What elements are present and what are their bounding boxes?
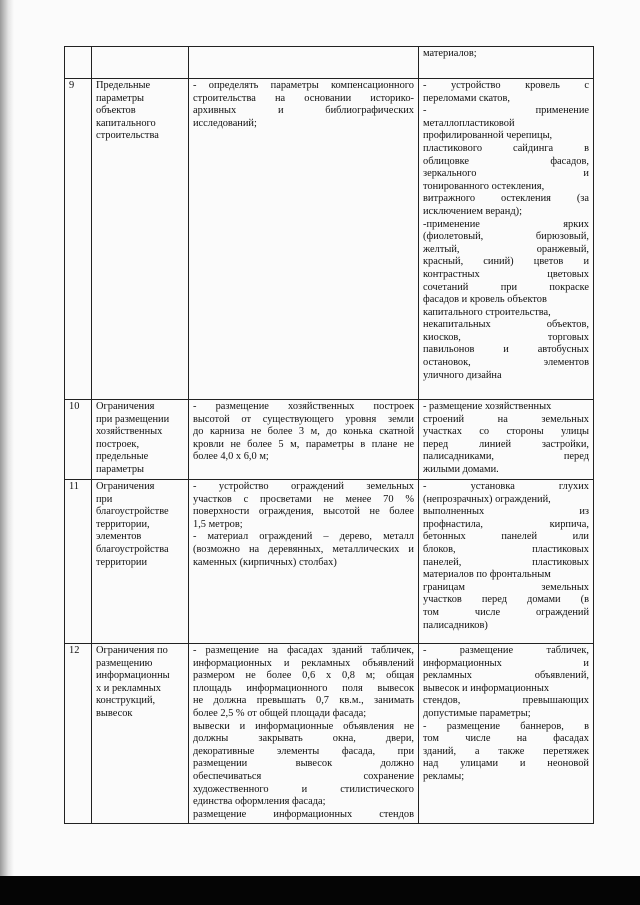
required-parameters-line: исследований;	[193, 117, 257, 129]
prohibitions-line: - размещение баннеров, в	[423, 720, 589, 732]
prohibitions-line: фасадов и кровель объектов	[423, 294, 547, 306]
table-row	[65, 79, 594, 400]
prohibitions-line: павильонов и автобусных	[423, 344, 589, 356]
prohibitions-line: тонированного остекления,	[423, 180, 545, 192]
required-parameters-line: - устройство ограждений земельных	[193, 481, 414, 492]
prohibitions-line: палисадников)	[423, 619, 488, 631]
required-parameters-line: 1,5 метров;	[193, 518, 243, 530]
prohibitions-line: панелей, пластиковых	[423, 556, 589, 568]
required-parameters-line: - размещение на фасадах зданий табличек,	[193, 645, 414, 656]
prohibitions-line: металлопластиковой	[423, 117, 515, 129]
prohibitions-line: остановок, элементов	[423, 357, 589, 369]
row-number: 12	[65, 644, 92, 824]
prohibitions-line: киосков, торговых	[423, 331, 589, 343]
required-parameters-line: - размещение хозяйственных построек	[193, 401, 414, 412]
parameter-name-line: параметры	[96, 92, 145, 104]
required-parameters-line: площадь информационного поля вывесок	[193, 682, 414, 694]
prohibitions-line: переломами скатов,	[423, 92, 510, 104]
parameter-name-cell	[92, 644, 189, 824]
parameter-name-line: конструкций,	[96, 695, 156, 707]
required-parameters-line: кровли не более 5 м, параметры в плане не	[193, 438, 414, 450]
parameter-name-line: элементов	[96, 531, 142, 543]
parameter-name-line: х и рекламных	[96, 682, 161, 694]
prohibitions-cell	[419, 79, 594, 400]
parameter-name-line: Предельные	[96, 80, 151, 91]
parameter-name-line: построек,	[96, 438, 140, 450]
parameter-name-line: благоустройстве	[96, 506, 169, 518]
prohibitions-line: - установка глухих	[423, 481, 589, 492]
prohibitions-line: бетонных панелей или	[423, 531, 589, 543]
row-number: 11	[65, 480, 92, 644]
required-parameters-cell	[189, 400, 419, 480]
parameter-name-line: вывесок	[96, 707, 133, 719]
required-parameters-line: - материал ограждений – дерево, металл	[193, 531, 414, 543]
required-parameters-line: - определять параметры компенсационного	[193, 80, 414, 91]
required-parameters-line: каменных (кирпичных) столбах)	[193, 556, 337, 568]
row-number: 9	[65, 79, 92, 400]
prohibitions-line: исключением веранд);	[423, 205, 522, 217]
parameter-name-line: параметры	[96, 463, 145, 475]
prohibitions-line: желтый, оранжевый,	[423, 243, 589, 255]
parameter-name-line: при размещении	[96, 413, 170, 425]
parameter-name-line: объектов	[96, 105, 136, 117]
prohibitions-line: -применение ярких	[423, 218, 589, 230]
parameter-name-line: хозяйственных	[96, 426, 163, 438]
row-number: 10	[65, 400, 92, 480]
table-row	[65, 47, 594, 79]
required-parameters-line: информационных и рекламных объявлений	[193, 657, 414, 669]
parameter-name-cell	[92, 47, 189, 79]
required-parameters-line: размером не более 0,6 х 0,8 м; общая	[193, 670, 414, 682]
required-parameters-line: размещение информационных стендов	[193, 808, 414, 820]
required-parameters-cell	[189, 47, 419, 79]
prohibitions-line: сочетаний при покраске	[423, 281, 589, 293]
required-parameters-line: высотой от существующего уровня земли	[193, 413, 414, 425]
prohibitions-line: границам земельных	[423, 581, 589, 593]
parameter-name-line: капитального	[96, 117, 156, 129]
restrictions-table	[64, 46, 594, 824]
prohibitions-line: - размещение хозяйственных	[423, 401, 552, 412]
required-parameters-cell	[189, 79, 419, 400]
prohibitions-line: допустимые параметры;	[423, 707, 531, 719]
parameter-name-cell	[92, 480, 189, 644]
required-parameters-line: более 4,0 х 6,0 м;	[193, 451, 269, 463]
parameter-name-line: предельные	[96, 451, 149, 463]
parameter-name-line: территории,	[96, 518, 150, 530]
prohibitions-line: контрастных цветовых	[423, 268, 589, 280]
prohibitions-line: зданий, а также перетяжек	[423, 745, 589, 757]
prohibitions-line: над улицами и неоновой	[423, 758, 589, 770]
prohibitions-line: - устройство кровель с	[423, 80, 589, 91]
required-parameters-cell	[189, 480, 419, 644]
required-parameters-line: вывески и информационные объявления не	[193, 720, 414, 732]
required-parameters-line: должны закрывать окна, двери,	[193, 733, 414, 745]
scan-bottom-bar	[0, 876, 640, 905]
prohibitions-line: палисадниками, перед	[423, 451, 589, 463]
prohibitions-line: перед линией застройки,	[423, 438, 589, 450]
prohibitions-line: - размещение табличек,	[423, 645, 589, 656]
prohibitions-line: капитального строительства,	[423, 306, 551, 318]
prohibitions-line: уличного дизайна	[423, 369, 502, 381]
prohibitions-line: профилированной черепицы,	[423, 130, 553, 142]
table-row	[65, 644, 594, 824]
prohibitions-cell	[419, 480, 594, 644]
parameter-name-cell	[92, 400, 189, 480]
required-parameters-line: (возможно на деревянных, металлических и	[193, 543, 414, 555]
prohibitions-line: пластикового сайдинга в	[423, 142, 589, 154]
required-parameters-line: единства оформления фасада;	[193, 796, 326, 808]
prohibitions-line: участках со стороны улицы	[423, 426, 589, 438]
prohibitions-line: том числе на фасадах	[423, 733, 589, 745]
prohibitions-line: рекламных объявлений,	[423, 670, 589, 682]
prohibitions-cell	[419, 400, 594, 480]
prohibitions-line: (фиолетовый, бирюзовый,	[423, 231, 589, 243]
parameter-name-line: благоустройства	[96, 543, 169, 555]
required-parameters-line: архивных и библиографических	[193, 105, 414, 117]
prohibitions-cell	[419, 47, 594, 79]
prohibitions-line: профнастила, кирпича,	[423, 518, 589, 530]
parameter-name-line: Ограничения	[96, 401, 155, 412]
prohibitions-line: - применение	[423, 105, 589, 117]
parameter-name-line: территории	[96, 556, 148, 568]
required-parameters-line: участков с просветами не менее 70 %	[193, 493, 414, 505]
table-row	[65, 400, 594, 480]
required-parameters-line: поверхности ограждения, высотой не более	[193, 506, 414, 518]
prohibitions-line: зеркального и	[423, 168, 589, 180]
parameter-name-line: Ограничения по	[96, 645, 168, 656]
prohibitions-line: блоков, пластиковых	[423, 543, 589, 555]
required-parameters-line: декоративные элементы фасада, при	[193, 745, 414, 757]
parameter-name-line: при	[96, 493, 113, 505]
required-parameters-line: строительства на основании историко-	[193, 92, 414, 104]
parameter-name-line: размещению	[96, 657, 153, 669]
row-number	[65, 47, 92, 79]
required-parameters-line: размещении вывесок должно	[193, 758, 414, 770]
table-row	[65, 480, 594, 644]
prohibitions-line: участков перед домами (в	[423, 594, 589, 606]
required-parameters-cell	[189, 644, 419, 824]
prohibitions-line: информационных и	[423, 657, 589, 669]
prohibitions-line: облицовке фасадов,	[423, 155, 589, 167]
prohibitions-line: красный, синий) цветов и	[423, 256, 589, 268]
prohibitions-line: рекламы;	[423, 770, 465, 782]
prohibitions-line: материалов по фронтальным	[423, 569, 551, 581]
prohibitions-line: некапитальных объектов,	[423, 319, 589, 331]
prohibitions-line: выполненных из	[423, 506, 589, 518]
parameter-name-line: информационны	[96, 670, 170, 682]
parameter-name-line: строительства	[96, 130, 159, 142]
prohibitions-line: вывесок и информационных	[423, 682, 550, 694]
prohibitions-line: том числе ограждений	[423, 606, 589, 618]
prohibitions-line: материалов;	[423, 48, 477, 59]
parameter-name-cell	[92, 79, 189, 400]
prohibitions-line: строений на земельных	[423, 413, 589, 425]
required-parameters-line: не должна превышать 0,7 кв.м., занимать	[193, 695, 414, 707]
parameter-name-line: Ограничения	[96, 481, 155, 492]
prohibitions-line: жилыми домами.	[423, 463, 499, 475]
prohibitions-line: стендов, превышающих	[423, 695, 589, 707]
required-parameters-line: обеспечиваться сохранение	[193, 770, 414, 782]
prohibitions-line: витражного остекления (за	[423, 193, 589, 205]
required-parameters-line: до карниза не более 3 м, до конька скатной	[193, 426, 414, 438]
prohibitions-cell	[419, 644, 594, 824]
required-parameters-line: более 2,5 % от общей площади фасада;	[193, 707, 367, 719]
scan-left-edge	[0, 0, 14, 905]
required-parameters-line: художественного и стилистического	[193, 783, 414, 795]
prohibitions-line: (непрозрачных) ограждений,	[423, 493, 551, 505]
